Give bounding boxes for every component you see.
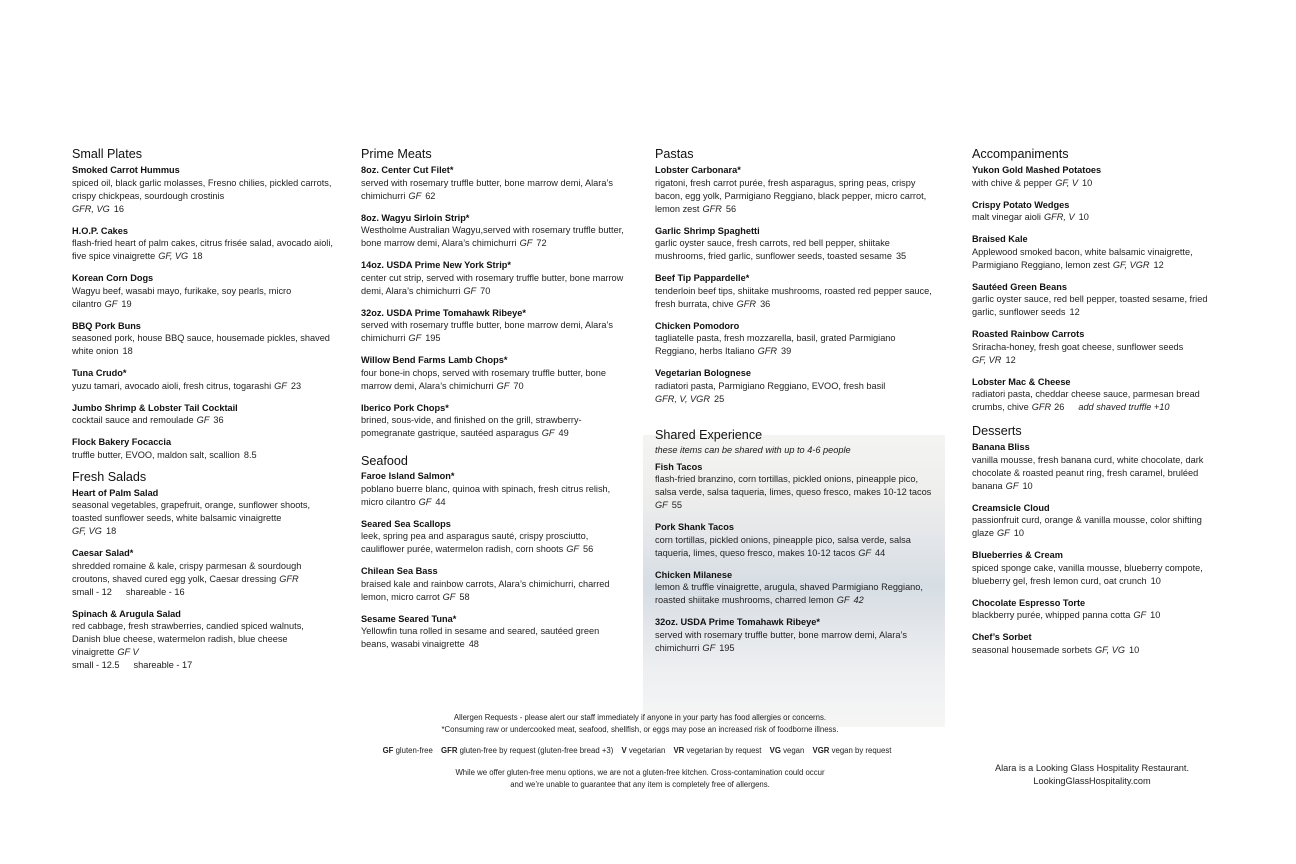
item-name: 8oz. Wagyu Sirloin Strip* <box>361 212 470 223</box>
item-desc-text: leek, spring pea and asparagus sauté, crispy prosciutto, cauliflower purée, watermelon radish, corn shoots <box>361 531 589 554</box>
item-price: 12 <box>1005 354 1016 365</box>
footer-notice <box>340 712 940 791</box>
column-small-plates-salads <box>72 145 334 681</box>
legend-label: gluten-free by request (gluten-free bread +3) <box>459 746 614 755</box>
shareable-price: shareable - 16 <box>125 586 185 597</box>
item-desc <box>361 319 625 345</box>
legend-item <box>770 746 805 755</box>
small-price: small - 12.5 <box>72 660 120 670</box>
item-name: 14oz. USDA Prime New York Strip* <box>361 260 511 270</box>
item-name: Lobster Mac & Cheese <box>972 376 1071 387</box>
item-desc-text: served with rosemary truffle butter, bone marrow demi, Alara’s chimichurri <box>361 177 613 201</box>
item-tag: GFR, VG <box>72 203 110 214</box>
item-name: Sautéed Green Beans <box>972 281 1067 292</box>
item-desc-text: vanilla mousse, fresh banana curd, white chocolate, dark chocolate & roasted peanut ring, fresh caramel, bruléed banana <box>972 454 1204 491</box>
item-price: 62 <box>425 190 436 201</box>
menu-item <box>655 320 933 359</box>
item-desc <box>972 341 1218 367</box>
item-desc <box>655 237 933 263</box>
section-title-desserts: Desserts <box>972 424 1022 438</box>
item-name: Sesame Seared Tuna* <box>361 613 457 624</box>
item-desc-text: truffle butter, EVOO, maldon salt, scallion <box>72 449 240 460</box>
item-desc <box>972 562 1218 588</box>
item-price: 39 <box>781 346 792 356</box>
menu-item <box>72 272 334 311</box>
menu-item <box>655 461 933 513</box>
item-tag: GFR, V <box>1043 212 1075 222</box>
item-desc-text: seasoned pork, house BBQ sauce, housemade pickles, shaved white onion <box>72 333 330 356</box>
item-tag: GF V <box>117 647 139 657</box>
menu-item <box>361 212 625 251</box>
item-name: Crispy Potato Wedges <box>972 199 1070 210</box>
item-price: 10 <box>1150 575 1161 586</box>
legend-item <box>622 746 666 755</box>
menu-item <box>972 164 1218 190</box>
item-tag: GF <box>274 380 287 391</box>
item-name: Yukon Gold Mashed Potatoes <box>972 165 1102 175</box>
item-tag: GF <box>196 415 210 425</box>
item-name: Vegetarian Bolognese <box>655 368 751 378</box>
menu-item <box>972 376 1218 415</box>
menu-item <box>361 307 625 346</box>
item-desc <box>972 454 1218 493</box>
item-name: Fish Tacos <box>655 461 703 472</box>
item-tag: GF <box>836 595 850 605</box>
item-tag: GF <box>1133 610 1147 620</box>
section-title-small-plates: Small Plates <box>72 147 142 161</box>
allergen-line-2: *Consuming raw or undercooked meat, seafood, shellfish, or eggs may pose an increased risk of foodborne illness. <box>441 725 839 734</box>
item-name: 32oz. USDA Prime Tomahawk Ribeye* <box>361 307 526 318</box>
item-tag: GF, VR <box>972 354 1002 365</box>
item-price: 195 <box>719 642 735 653</box>
column-meats-seafood <box>361 145 625 660</box>
item-name: H.O.P. Cakes <box>72 225 129 236</box>
menu-item <box>972 328 1218 367</box>
item-desc <box>361 224 625 250</box>
item-name: Tuna Crudo* <box>72 368 127 378</box>
item-desc-text: spiced oil, black garlic molasses, Fresno chilies, pickled carrots, crispy chickpeas, sourdough crostinis <box>72 177 332 201</box>
section-title-accompaniments: Accompaniments <box>972 147 1069 161</box>
item-desc-text: seasonal housemade sorbets <box>972 644 1093 655</box>
item-desc <box>361 177 625 203</box>
item-price: 44 <box>435 496 446 507</box>
item-desc <box>72 414 334 427</box>
item-desc <box>361 483 625 509</box>
menu-item <box>361 613 625 652</box>
item-desc <box>655 629 933 655</box>
item-price: 72 <box>536 238 547 248</box>
menu-item <box>72 367 334 393</box>
item-desc-text: flash-fried branzino, corn tortillas, pickled onions, pineapple pico, salsa verde, salsa taqueria, limes, queso fresco, makes 10-12 tacos <box>655 474 932 497</box>
item-price: 35 <box>895 251 907 261</box>
item-name: Beef Tip Pappardelle* <box>655 273 750 283</box>
shareable-price: shareable - 17 <box>133 660 193 670</box>
menu-item <box>72 320 334 359</box>
item-price: 70 <box>513 380 524 391</box>
item-price: 25 <box>713 393 725 404</box>
brand-website: LookingGlassHospitality.com <box>1033 776 1151 786</box>
item-desc <box>972 246 1218 272</box>
item-name: Chicken Pomodoro <box>655 320 740 331</box>
item-name: Heart of Palm Salad <box>72 487 159 498</box>
item-tag: GF <box>496 380 510 391</box>
menu-item <box>72 436 334 462</box>
item-desc <box>72 285 334 311</box>
menu-item <box>655 164 933 216</box>
menu-item <box>655 569 933 608</box>
item-name: Korean Corn Dogs <box>72 273 154 283</box>
gluten-free-notice-1: While we offer gluten-free menu options, we are not a gluten-free kitchen. Cross-contamination could occur <box>455 768 825 777</box>
item-desc <box>972 211 1218 224</box>
menu-item <box>361 518 625 557</box>
legend-code: VGR <box>812 746 830 755</box>
item-name: Spinach & Arugula Salad <box>72 608 181 619</box>
brand-line: Alara is a Looking Glass Hospitality Restaurant. <box>994 763 1190 773</box>
legend-label: vegan by request <box>831 746 892 755</box>
item-price: 16 <box>113 203 125 214</box>
item-price: 18 <box>122 346 133 356</box>
menu-item <box>972 631 1218 657</box>
item-tag: GFR <box>702 203 722 214</box>
item-tag: GF <box>566 544 579 554</box>
shared-experience-section <box>655 426 933 655</box>
item-desc <box>361 530 625 556</box>
item-name: Banana Bliss <box>972 442 1030 452</box>
item-desc <box>972 609 1218 622</box>
item-price: 12 <box>1069 307 1080 317</box>
item-desc-text: tenderloin beef tips, shiitake mushrooms, roasted red pepper sauce, fresh burrata, chive <box>655 285 932 309</box>
item-price: 26 <box>1054 402 1065 412</box>
menu-item <box>361 470 625 509</box>
item-price: 56 <box>725 203 737 214</box>
item-desc <box>655 534 933 560</box>
item-name: Chef’s Sorbet <box>972 632 1032 642</box>
item-desc <box>972 293 1218 319</box>
item-tag: GF <box>1005 480 1019 491</box>
item-desc-text: brined, sous-vide, and finished on the grill, strawberry-pomegranate gastrique, sautéed asparagus <box>361 415 582 438</box>
item-price: 10 <box>1082 177 1093 188</box>
item-name: Flock Bakery Focaccia <box>72 437 172 447</box>
legend-label: vegetarian by request <box>686 746 762 755</box>
item-desc <box>655 380 933 406</box>
item-desc <box>361 414 625 440</box>
item-desc-text: lemon & truffle vinaigrette, arugula, shaved Parmigiano Reggiano, roasted shiitake mushrooms, charred lemon <box>655 582 923 605</box>
item-desc <box>72 499 334 538</box>
legend-label: vegetarian <box>628 746 666 755</box>
legend-code: VG <box>769 746 781 755</box>
item-name: Chilean Sea Bass <box>361 566 438 576</box>
item-desc <box>72 620 334 659</box>
item-price: 70 <box>480 285 491 296</box>
item-price: 36 <box>213 415 224 425</box>
legend-code: GF <box>382 746 394 755</box>
item-desc <box>655 581 933 607</box>
item-tag: GF <box>655 500 668 510</box>
item-desc <box>972 177 1218 190</box>
item-name: Caesar Salad* <box>72 548 134 558</box>
item-tag: GF <box>541 428 555 438</box>
menu-item <box>361 354 625 393</box>
item-tag: GF <box>702 642 716 653</box>
menu-item <box>361 259 625 298</box>
item-price: 8.5 <box>243 449 257 460</box>
item-name: Chicken Milanese <box>655 569 733 580</box>
menu-item <box>655 367 933 406</box>
item-name: Seared Sea Scallops <box>361 518 451 529</box>
menu-item <box>361 565 625 604</box>
item-desc-text: shredded romaine & kale, crispy parmesan & sourdough croutons, shaved cured egg yolk, Caesar dressing <box>72 560 302 584</box>
item-price: 18 <box>192 251 203 261</box>
item-name: Smoked Carrot Hummus <box>72 165 180 175</box>
item-price: 19 <box>121 298 132 309</box>
item-tag: GFR <box>757 346 778 356</box>
menu-item <box>972 199 1218 225</box>
item-desc-text: seasonal vegetables, grapefruit, orange, sunflower shoots, toasted sunflower seeds, white balsamic vinaigrette <box>72 500 311 523</box>
item-desc <box>361 367 625 393</box>
item-desc-text: braised kale and rainbow carrots, Alara’s chimichurri, charred lemon, micro carrot <box>361 578 610 602</box>
item-name: 8oz. Center Cut Filet* <box>361 165 454 175</box>
item-name: Jumbo Shrimp & Lobster Tail Cocktail <box>72 402 238 413</box>
item-price: 10 <box>1078 212 1089 222</box>
item-desc-text: Wagyu beef, wasabi mayo, furikake, soy pearls, micro cilantro <box>72 285 292 309</box>
item-desc-text: garlic oyster sauce, red bell pepper, toasted sesame, fried garlic, sunflower seeds <box>972 294 1208 317</box>
item-name: Chocolate Espresso Torte <box>972 597 1086 608</box>
item-tag: GF, VG <box>1095 644 1125 655</box>
item-tag: GF <box>408 333 422 343</box>
item-price: 23 <box>290 380 302 391</box>
item-desc-text: radiatori pasta, cheddar cheese sauce, parmesan bread crumbs, chive <box>972 389 1200 412</box>
item-name: Iberico Pork Chops* <box>361 402 449 413</box>
item-price: 36 <box>760 298 771 309</box>
menu-item <box>361 402 625 441</box>
dietary-legend <box>340 745 940 757</box>
item-desc <box>72 449 334 462</box>
item-desc-text: poblano buerre blanc, quinoa with spinach, fresh citrus relish, micro cilantro <box>361 483 611 507</box>
item-name: Creamsicle Cloud <box>972 502 1050 513</box>
item-tag: GF <box>408 190 422 201</box>
item-desc-text: four bone-in chops, served with rosemary truffle butter, bone marrow demi, Alara’s chimichurri <box>361 367 606 391</box>
item-desc-text: yuzu tamari, avocado aioli, fresh citrus, togarashi <box>72 380 272 391</box>
item-desc <box>361 272 625 298</box>
section-title-seafood: Seafood <box>361 454 408 468</box>
item-desc-text: blackberry purée, whipped panna cotta <box>972 610 1131 620</box>
item-desc-text: radiatori pasta, Parmigiano Reggiano, EVOO, fresh basil <box>655 380 886 391</box>
gluten-free-notice-2: and we’re unable to guarantee that any item is completely free of allergens. <box>510 780 770 789</box>
menu-item <box>655 272 933 311</box>
menu-item <box>72 547 334 599</box>
item-desc-text: served with rosemary truffle butter, bone marrow demi, Alara’s chimichurri <box>361 320 613 343</box>
item-desc <box>72 380 334 393</box>
menu-item <box>972 502 1218 541</box>
item-name: Braised Kale <box>972 234 1028 244</box>
menu-item <box>972 441 1218 493</box>
menu-item <box>972 233 1218 272</box>
item-tag: GF, VG <box>72 526 102 536</box>
item-price: 10 <box>1013 528 1024 538</box>
item-desc <box>72 332 334 358</box>
item-tag: GFR, V, VGR <box>655 393 710 404</box>
item-desc-text: flash-fried heart of palm cakes, citrus frisée salad, avocado aioli, five spice vinaigrette <box>72 238 333 261</box>
item-tag: GF, VGR <box>1112 259 1150 270</box>
item-desc-text: center cut strip, served with rosemary truffle butter, bone marrow demi, Alara’s chimichurri <box>361 272 624 296</box>
item-desc <box>72 560 334 586</box>
item-desc <box>72 237 334 263</box>
item-desc-text: red cabbage, fresh strawberries, candied spiced walnuts, Danish blue cheese, watermelon radish, blue cheese vinaigrette <box>72 621 304 657</box>
item-desc <box>361 578 625 604</box>
item-desc <box>972 644 1218 657</box>
item-tag: GFR <box>1031 402 1052 412</box>
size-prices <box>72 659 334 672</box>
legend-item <box>673 746 761 755</box>
column-accompaniments-desserts <box>972 145 1218 666</box>
item-desc-text: Yellowfin tuna rolled in sesame and seared, sautéed green beans, wasabi vinaigrette <box>361 626 600 649</box>
item-name: BBQ Pork Buns <box>72 320 141 331</box>
legend-item <box>813 746 892 755</box>
item-name: Blueberries & Cream <box>972 550 1063 560</box>
item-desc <box>655 332 933 358</box>
item-desc-text: served with rosemary truffle butter, bone marrow demi, Alara’s chimichurri <box>655 629 907 653</box>
size-prices <box>72 586 334 599</box>
item-desc-text: tagliatelle pasta, fresh mozzarella, basil, grated Parmigiano Reggiano, herbs Italiano <box>655 333 896 356</box>
item-tag: GFR <box>736 298 757 309</box>
item-tag: GF <box>996 528 1010 538</box>
item-tag: GF, VG <box>158 251 189 261</box>
column-pastas-shared <box>655 145 933 664</box>
item-name: Roasted Rainbow Carrots <box>972 329 1085 339</box>
section-title-prime-meats: Prime Meats <box>361 147 432 161</box>
menu-item <box>972 549 1218 588</box>
section-title-pastas: Pastas <box>655 147 694 161</box>
legend-label: vegan <box>783 746 805 755</box>
allergen-line-1: Allergen Requests - please alert our staff immediately if anyone in your party has food allergies or concerns. <box>453 713 827 722</box>
item-name: 32oz. USDA Prime Tomahawk Ribeye* <box>655 617 820 627</box>
menu-item <box>72 164 334 216</box>
item-desc-text: with chive & pepper <box>972 177 1053 188</box>
item-price: 195 <box>425 333 441 343</box>
item-price: 55 <box>671 500 682 510</box>
shared-subtitle: these items can be shared with up to 4-6 people <box>655 444 851 455</box>
item-price: 12 <box>1153 259 1164 270</box>
item-desc-text: rigatoni, fresh carrot purée, fresh asparagus, spring peas, crispy bacon, egg yolk, Parmigiano Reggiano, black pepper, micro carrot, lemon zest <box>655 177 927 214</box>
item-tag: GFR <box>279 573 299 584</box>
item-tag: GF <box>442 591 456 602</box>
section-title-shared-experience: Shared Experience <box>655 427 763 442</box>
legend-item <box>441 746 613 755</box>
item-desc-text: garlic oyster sauce, fresh carrots, red bell pepper, shiitake mushrooms, fried garlic, sunflower seeds, toasted sesame <box>655 238 892 261</box>
item-tag: GF <box>463 285 477 296</box>
menu-item <box>655 225 933 264</box>
item-tag: GF, V <box>1055 177 1078 188</box>
item-desc-text: spiced sponge cake, vanilla mousse, blueberry compote, blueberry gel, fresh lemon curd, oat crunch <box>972 562 1203 586</box>
item-desc <box>655 177 933 216</box>
menu-item <box>972 281 1218 320</box>
item-price: 48 <box>468 639 479 649</box>
item-desc-text: corn tortillas, pickled onions, pineapple pico, salsa verde, salsa taqueria, limes, queso fresco, makes 10-12 tacos <box>655 534 911 558</box>
menu-item <box>72 402 334 428</box>
item-desc-text: malt vinegar aioli <box>972 212 1041 222</box>
item-name: Willow Bend Farms Lamb Chops* <box>361 355 508 365</box>
section-title-fresh-salads: Fresh Salads <box>72 469 147 484</box>
item-tag: GF <box>418 496 432 507</box>
menu-item <box>655 616 933 655</box>
item-price: 44 <box>874 547 886 558</box>
item-desc-text: Westholme Australian Wagyu,served with rosemary truffle butter, bone marrow demi, Alara’s chimichurri <box>361 225 624 248</box>
item-addon: add shaved truffle +10 <box>1078 402 1170 412</box>
item-price: 10 <box>1150 610 1161 620</box>
item-tag: GF <box>519 238 533 248</box>
item-desc <box>361 625 625 651</box>
menu-item <box>972 597 1218 623</box>
item-name: Faroe Island Salmon* <box>361 471 455 481</box>
item-desc <box>72 177 334 216</box>
legend-code: V <box>621 746 627 755</box>
item-desc-text: passionfruit curd, orange & vanilla mousse, color shifting glaze <box>972 515 1202 538</box>
menu-item <box>361 164 625 203</box>
item-price: 10 <box>1022 480 1033 491</box>
small-price: small - 12 <box>72 586 112 597</box>
legend-code: GFR <box>441 746 458 755</box>
item-price: 49 <box>558 428 569 438</box>
menu-item <box>72 487 334 539</box>
item-desc <box>972 388 1218 414</box>
legend-item <box>383 746 433 755</box>
legend-code: VR <box>673 746 685 755</box>
item-desc-text: cocktail sauce and remoulade <box>72 415 194 425</box>
item-price: 10 <box>1128 644 1140 655</box>
item-price: 56 <box>583 544 594 554</box>
item-desc <box>655 285 933 311</box>
menu-item <box>72 225 334 264</box>
item-price: 42 <box>853 595 864 605</box>
item-name: Lobster Carbonara* <box>655 165 741 175</box>
item-price: 18 <box>105 526 117 536</box>
brand-footer <box>972 762 1212 788</box>
item-tag: GF <box>104 298 118 309</box>
item-price: 58 <box>459 591 470 602</box>
item-desc <box>655 473 933 512</box>
item-tag: GF <box>858 547 871 558</box>
menu-item <box>655 521 933 560</box>
item-name: Pork Shank Tacos <box>655 522 734 532</box>
menu-item <box>72 608 334 673</box>
legend-label: gluten-free <box>395 746 433 755</box>
item-desc-text: Sriracha-honey, fresh goat cheese, sunflower seeds <box>972 341 1184 352</box>
item-desc <box>972 514 1218 540</box>
item-desc-text: Applewood smoked bacon, white balsamic vinaigrette, Parmigiano Reggiano, lemon zest <box>972 246 1193 270</box>
item-name: Garlic Shrimp Spaghetti <box>655 225 760 236</box>
